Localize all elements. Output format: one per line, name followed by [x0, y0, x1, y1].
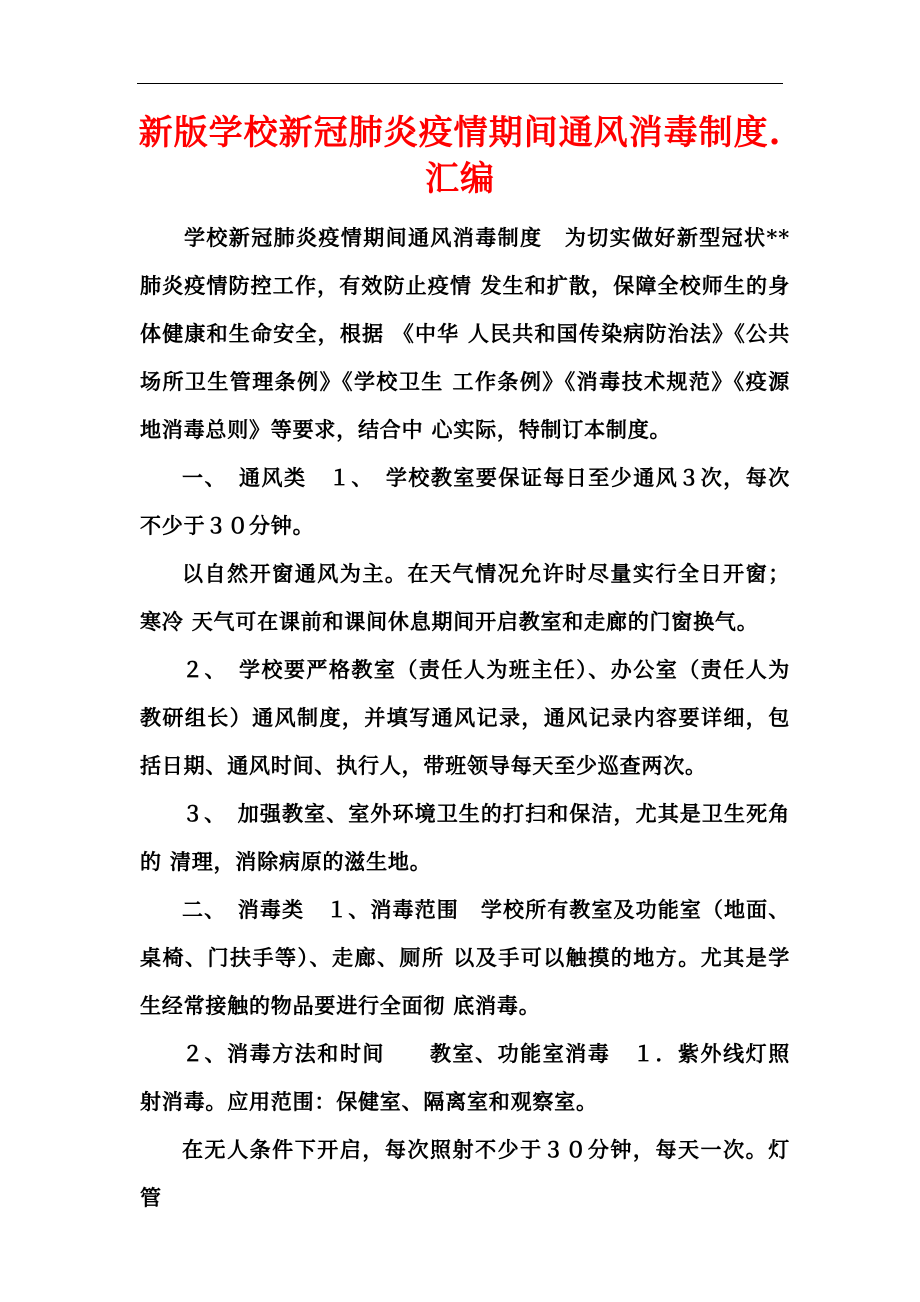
paragraph-ventilation-1: 一、 通风类 １、 学校教室要保证每日至少通风３次，每次不少于３０分钟。 — [140, 465, 790, 538]
paragraph-ventilation-3: ３、 加强教室、室外环境卫生的打扫和保洁，尤其是卫生死角的 清理，消除病原的滋生地。 — [140, 801, 790, 874]
document-body — [140, 214, 790, 1222]
document-title: 新版学校新冠肺炎疫情期间通风消毒制度.汇编 — [138, 113, 782, 199]
paragraph-disinfection-scope: 二、 消毒类 １、消毒范围 学校所有教室及功能室（地面、桌椅、门扶手等）、走廊、厕所 以及手可以触摸的地方。尤其是学生经常接触的物品要进行全面彻 底消毒。 — [140, 897, 790, 1018]
paragraph-intro: 学校新冠肺炎疫情期间通风消毒制度 为切实做好新型冠状**肺炎疫情防控工作，有效防止疫情 发生和扩散，保障全校师生的身体健康和生命安全，根据 《中华 人民共和国传染病防治法》《公共场所卫生管理条例》《学校卫生 工作条例》《消毒技术规范》《疫源地消毒总则》等要求，结合中 心实际，特制订本制度。 — [140, 225, 790, 442]
paragraph-ventilation-2: ２、 学校要严格教室（责任人为班主任）、办公室（责任人为教研组长）通风制度，并填写通风记录，通风记录内容要详细，包括日期、通风时间、执行人，带班领导每天至少巡查两次。 — [140, 657, 790, 778]
header-rule — [137, 83, 783, 84]
paragraph-ventilation-method: 以自然开窗通风为主。在天气情况允许时尽量实行全日开窗；寒冷 天气可在课前和课间休息期间开启教室和走廊的门窗换气。 — [140, 561, 790, 634]
paragraph-uv-lamp: 在无人条件下开启，每次照射不少于３０分钟，每天一次。灯管 — [140, 1137, 790, 1210]
paragraph-disinfection-method: ２、消毒方法和时间 教室、功能室消毒 １．紫外线灯照射消毒。应用范围：保健室、隔离室和观察室。 — [140, 1041, 790, 1114]
